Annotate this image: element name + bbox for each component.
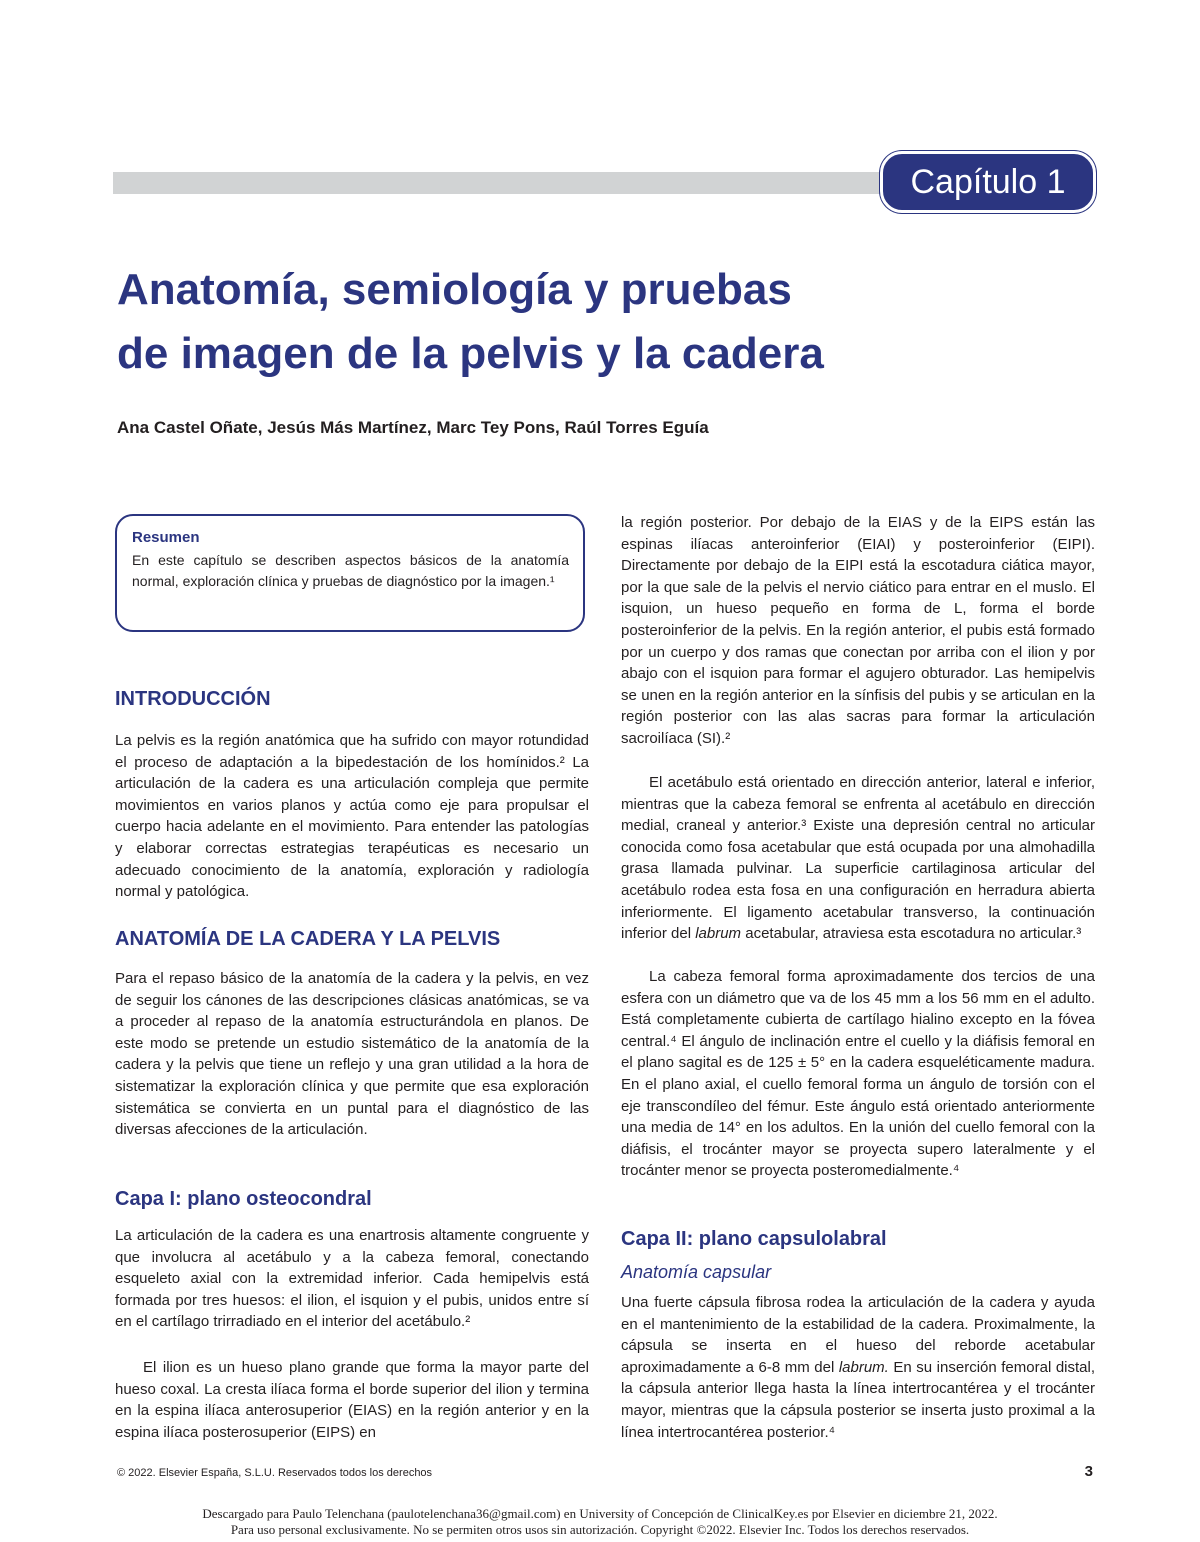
right-paragraph-2-text-a: El acetábulo está orientado en dirección anterior, lateral e inferior, mientras que la cabeza femoral se enfrenta al acetábulo en dirección medial, craneal y anterior.³ Existe una depresión central no articular conocida como fosa acetabular que está ocupada por una almohadilla grasa llamada pulvinar. La superficie cartilaginosa articular del acetábulo rodea esta fosa en una configuración en herradura abierta inferiormente. El ligamento acetabular transverso, la continuación inferior del (621, 774, 1095, 943)
page-title (117, 258, 1017, 386)
summary-box (115, 514, 585, 632)
right-paragraph-2 (621, 772, 1095, 945)
summary-text: En este capítulo se describen aspectos básicos de la anatomía normal, exploración clínica y pruebas de diagnóstico por la imagen.¹ (132, 552, 569, 589)
right-paragraph-1: la región posterior. Por debajo de la EIAS y de la EIPS están las espinas ilíacas anteroinferior (EIAI) y posteroinferior (EIPI). Directamente por debajo de la EIPI está la escotadura ciática mayor, por la que sale de la pelvis el nervio ciático para entrar en el muslo. El isquion, un hueso pequeño en forma de L, forma el borde posteroinferior de la pelvis. En la región anterior, el pubis está formado por un cuerpo y dos ramas que conectan por arriba con el ilion y por abajo con el isquion para formar el agujero obturador. Las hemipelvis se unen en la región anterior en la sínfisis del pubis y se articulan en la región posterior con las alas sacras para formar la articulación sacroilíaca (SI).² (621, 514, 1095, 747)
anatomy-paragraph: Para el repaso básico de la anatomía de la cadera y la pelvis, en vez de seguir los cánones de las descripciones clásicas anatómicas, se va a proceder al repaso de la anatomía estructurándola en planos. De este modo se pretende un estudio sistemático de la anatomía de la cadera y la pelvis que tiene un reflejo y una gran utilidad a la hora de sistematizar la exploración clínica y que permite que esa exploración sistemática se convierta en un puntal para el diagnóstico de las diversas afecciones de la articulación. (115, 970, 589, 1139)
download-note-line-1: Descargado para Paulo Telenchana (paulotelenchana36@gmail.com) en University of Concepción de ClinicalKey.es por Elsevier en diciembre 21, 2022. (202, 1506, 998, 1521)
title-line-2: de imagen de la pelvis y la cadera (117, 329, 824, 378)
download-note-line-2: Para uso personal exclusivamente. No se permiten otros usos sin autorización. Copyright ©2022. Elsevier Inc. Todos los derechos reservados. (230, 1522, 970, 1537)
labrum-term-2: labrum. (838, 1358, 889, 1376)
section-heading-anatomy: ANATOMÍA DE LA CADERA Y LA PELVIS (115, 928, 501, 950)
chapter-badge: Capítulo 1 (880, 151, 1096, 213)
labrum-term: labrum (695, 925, 742, 943)
copyright-notice: © 2022. Elsevier España, S.L.U. Reservados todos los derechos (117, 1467, 433, 1479)
right-paragraph-3: La cabeza femoral forma aproximadamente dos tercios de una esfera con un diámetro que va de los 45 mm a los 56 mm en el adulto. Está completamente cubierta de cartílago hialino excepto en la fóvea central.⁴ El ángulo de inclinación entre el cuello y la diáfisis femoral en el plano sagital es de 125 ± 5° en la cadera esqueléticamente madura. En el plano axial, el cuello femoral forma un ángulo de torsión con el eje transcondíleo del fémur. Este ángulo está orientado anteriormente una media de 14° en los adultos. En la unión del cuello femoral con la diáfisis, el trocánter mayor se proyecta supero lateralmente y el trocánter menor se proyecta posteromedialmente.⁴ (621, 968, 1095, 1180)
summary-heading: Resumen (132, 529, 200, 546)
subsubsection-heading-capsular: Anatomía capsular (621, 1262, 772, 1282)
authors: Ana Castel Oñate, Jesús Más Martínez, Marc Tey Pons, Raúl Torres Eguía (117, 418, 709, 437)
subsection-heading-capa2: Capa II: plano capsulolabral (621, 1228, 887, 1250)
title-line-1: Anatomía, semiología y pruebas (117, 265, 792, 314)
page-number: 3 (1084, 1463, 1093, 1480)
section-heading-intro: INTRODUCCIÓN (115, 688, 271, 710)
capa1-paragraph-2: El ilion es un hueso plano grande que forma la mayor parte del hueso coxal. La cresta ilíaca forma el borde superior del ilion y termina en la espina ilíaca anterosuperior (EIAS) en la región anterior y en la espina ilíaca posterosuperior (EIPS) en (115, 1359, 589, 1441)
subsection-heading-capa1: Capa I: plano osteocondral (115, 1188, 372, 1210)
right-paragraph-2-text-b: acetabular, atraviesa esta escotadura no articular.³ (741, 925, 1082, 943)
capa1-paragraph-1: La articulación de la cadera es una enartrosis altamente congruente y que involucra al acetábulo y a la cabeza femoral, conectando esqueleto axial con la extremidad inferior. Cada hemipelvis está formada por tres huesos: el ilion, el isquion y el pubis, unidos entre sí en el cartílago trirradiado en el interior del acetábulo.² (115, 1227, 589, 1331)
capsular-paragraph (621, 1292, 1095, 1443)
intro-paragraph: La pelvis es la región anatómica que ha sufrido con mayor rotundidad el proceso de adaptación a la bipedestación de los homínidos.² La articulación de la cadera es una articulación compleja que permite movimientos en varios planos y actúa como eje para propulsar el cuerpo hacia adelante en el movimiento. Para entender las patologías y elaborar correctas estrategias terapéuticas es necesario un adecuado conocimiento de la anatomía, exploración y radiología normal y patológica. (115, 732, 589, 901)
capsular-text-b: En su inserción femoral distal, la cápsula anterior llega hasta la línea intertrocantérea y el trocánter mayor, mientras que la cápsula posterior se inserta justo proximal a la línea intertrocantérea posterior.⁴ (621, 1358, 1096, 1441)
header-bar (113, 172, 905, 194)
capsular-text-a: Una fuerte cápsula fibrosa rodea la articulación de la cadera y ayuda en el mantenimiento de la estabilidad de la cadera. Proximalmente, la cápsula se inserta en el hueso del reborde acetabular aproximadamente a 6-8 mm del (621, 1294, 1095, 1376)
